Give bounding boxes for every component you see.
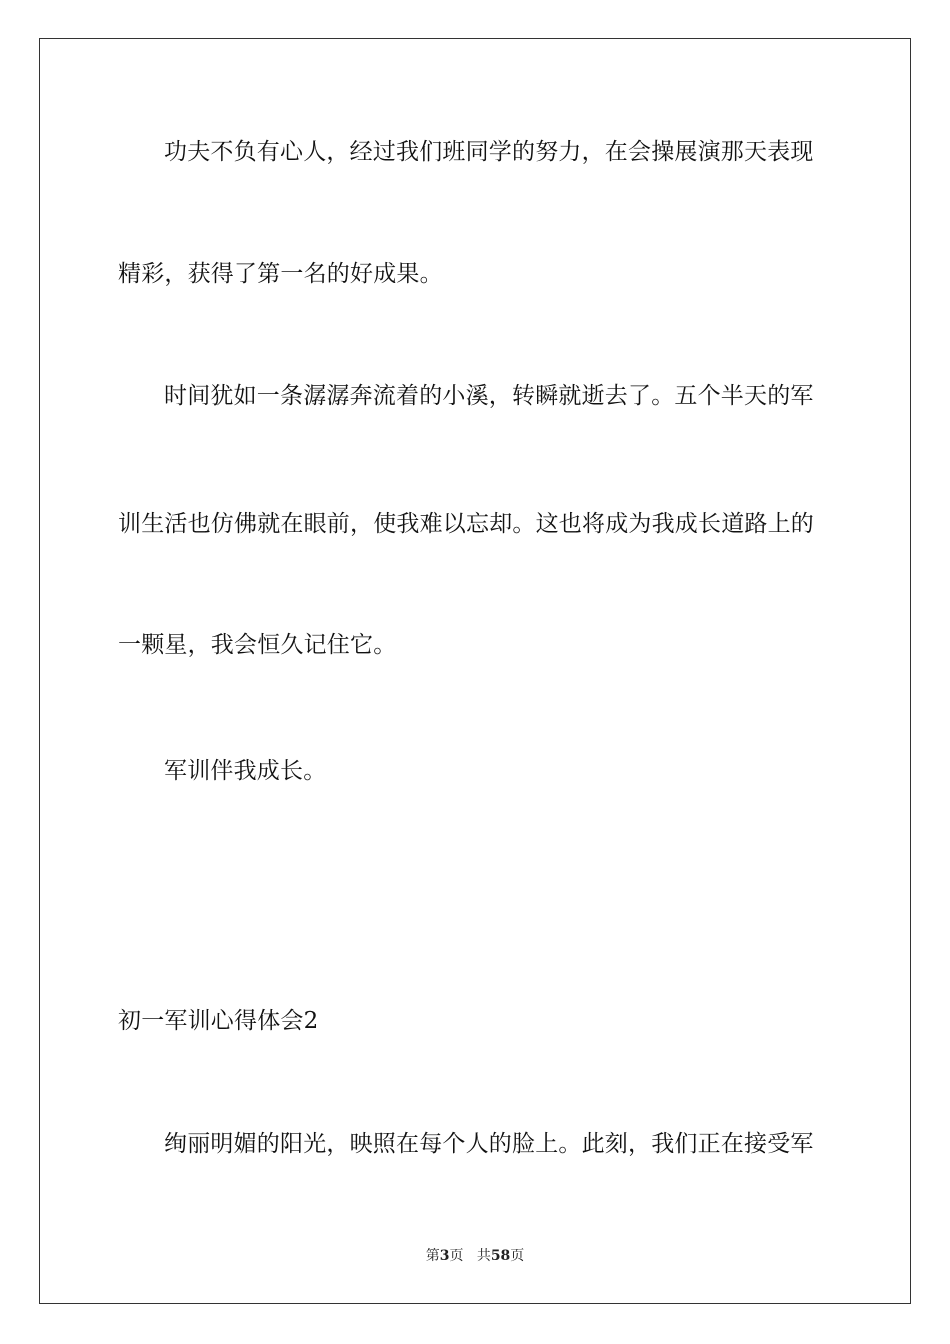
page-footer	[0, 1246, 950, 1266]
footer-total-prefix: 共	[476, 1248, 491, 1264]
paragraph-2-line-1: 时间犹如一条潺潺奔流着的小溪，转瞬就逝去了。五个半天的军	[164, 383, 814, 409]
footer-current-page: 3	[439, 1248, 450, 1264]
page-border	[39, 38, 911, 1304]
paragraph-2-line-3: 一颗星，我会恒久记住它。	[118, 632, 397, 658]
footer-total-suffix: 页	[510, 1248, 525, 1264]
section-title: 初一军训心得体会2	[118, 1008, 319, 1034]
paragraph-1-line-2: 精彩，获得了第一名的好成果。	[118, 261, 443, 287]
paragraph-1-line-1: 功夫不负有心人，经过我们班同学的努力，在会操展演那天表现	[164, 139, 814, 165]
paragraph-3-line-1: 军训伴我成长。	[164, 758, 327, 784]
footer-page-word: 页	[449, 1248, 464, 1264]
paragraph-2-line-2: 训生活也仿佛就在眼前，使我难以忘却。这也将成为我成长道路上的	[118, 511, 814, 537]
footer-total-pages: 58	[490, 1248, 511, 1264]
footer-spacer	[463, 1248, 476, 1264]
footer-prefix: 第	[425, 1248, 440, 1264]
section-paragraph-line-1: 绚丽明媚的阳光，映照在每个人的脸上。此刻，我们正在接受军	[164, 1131, 814, 1157]
